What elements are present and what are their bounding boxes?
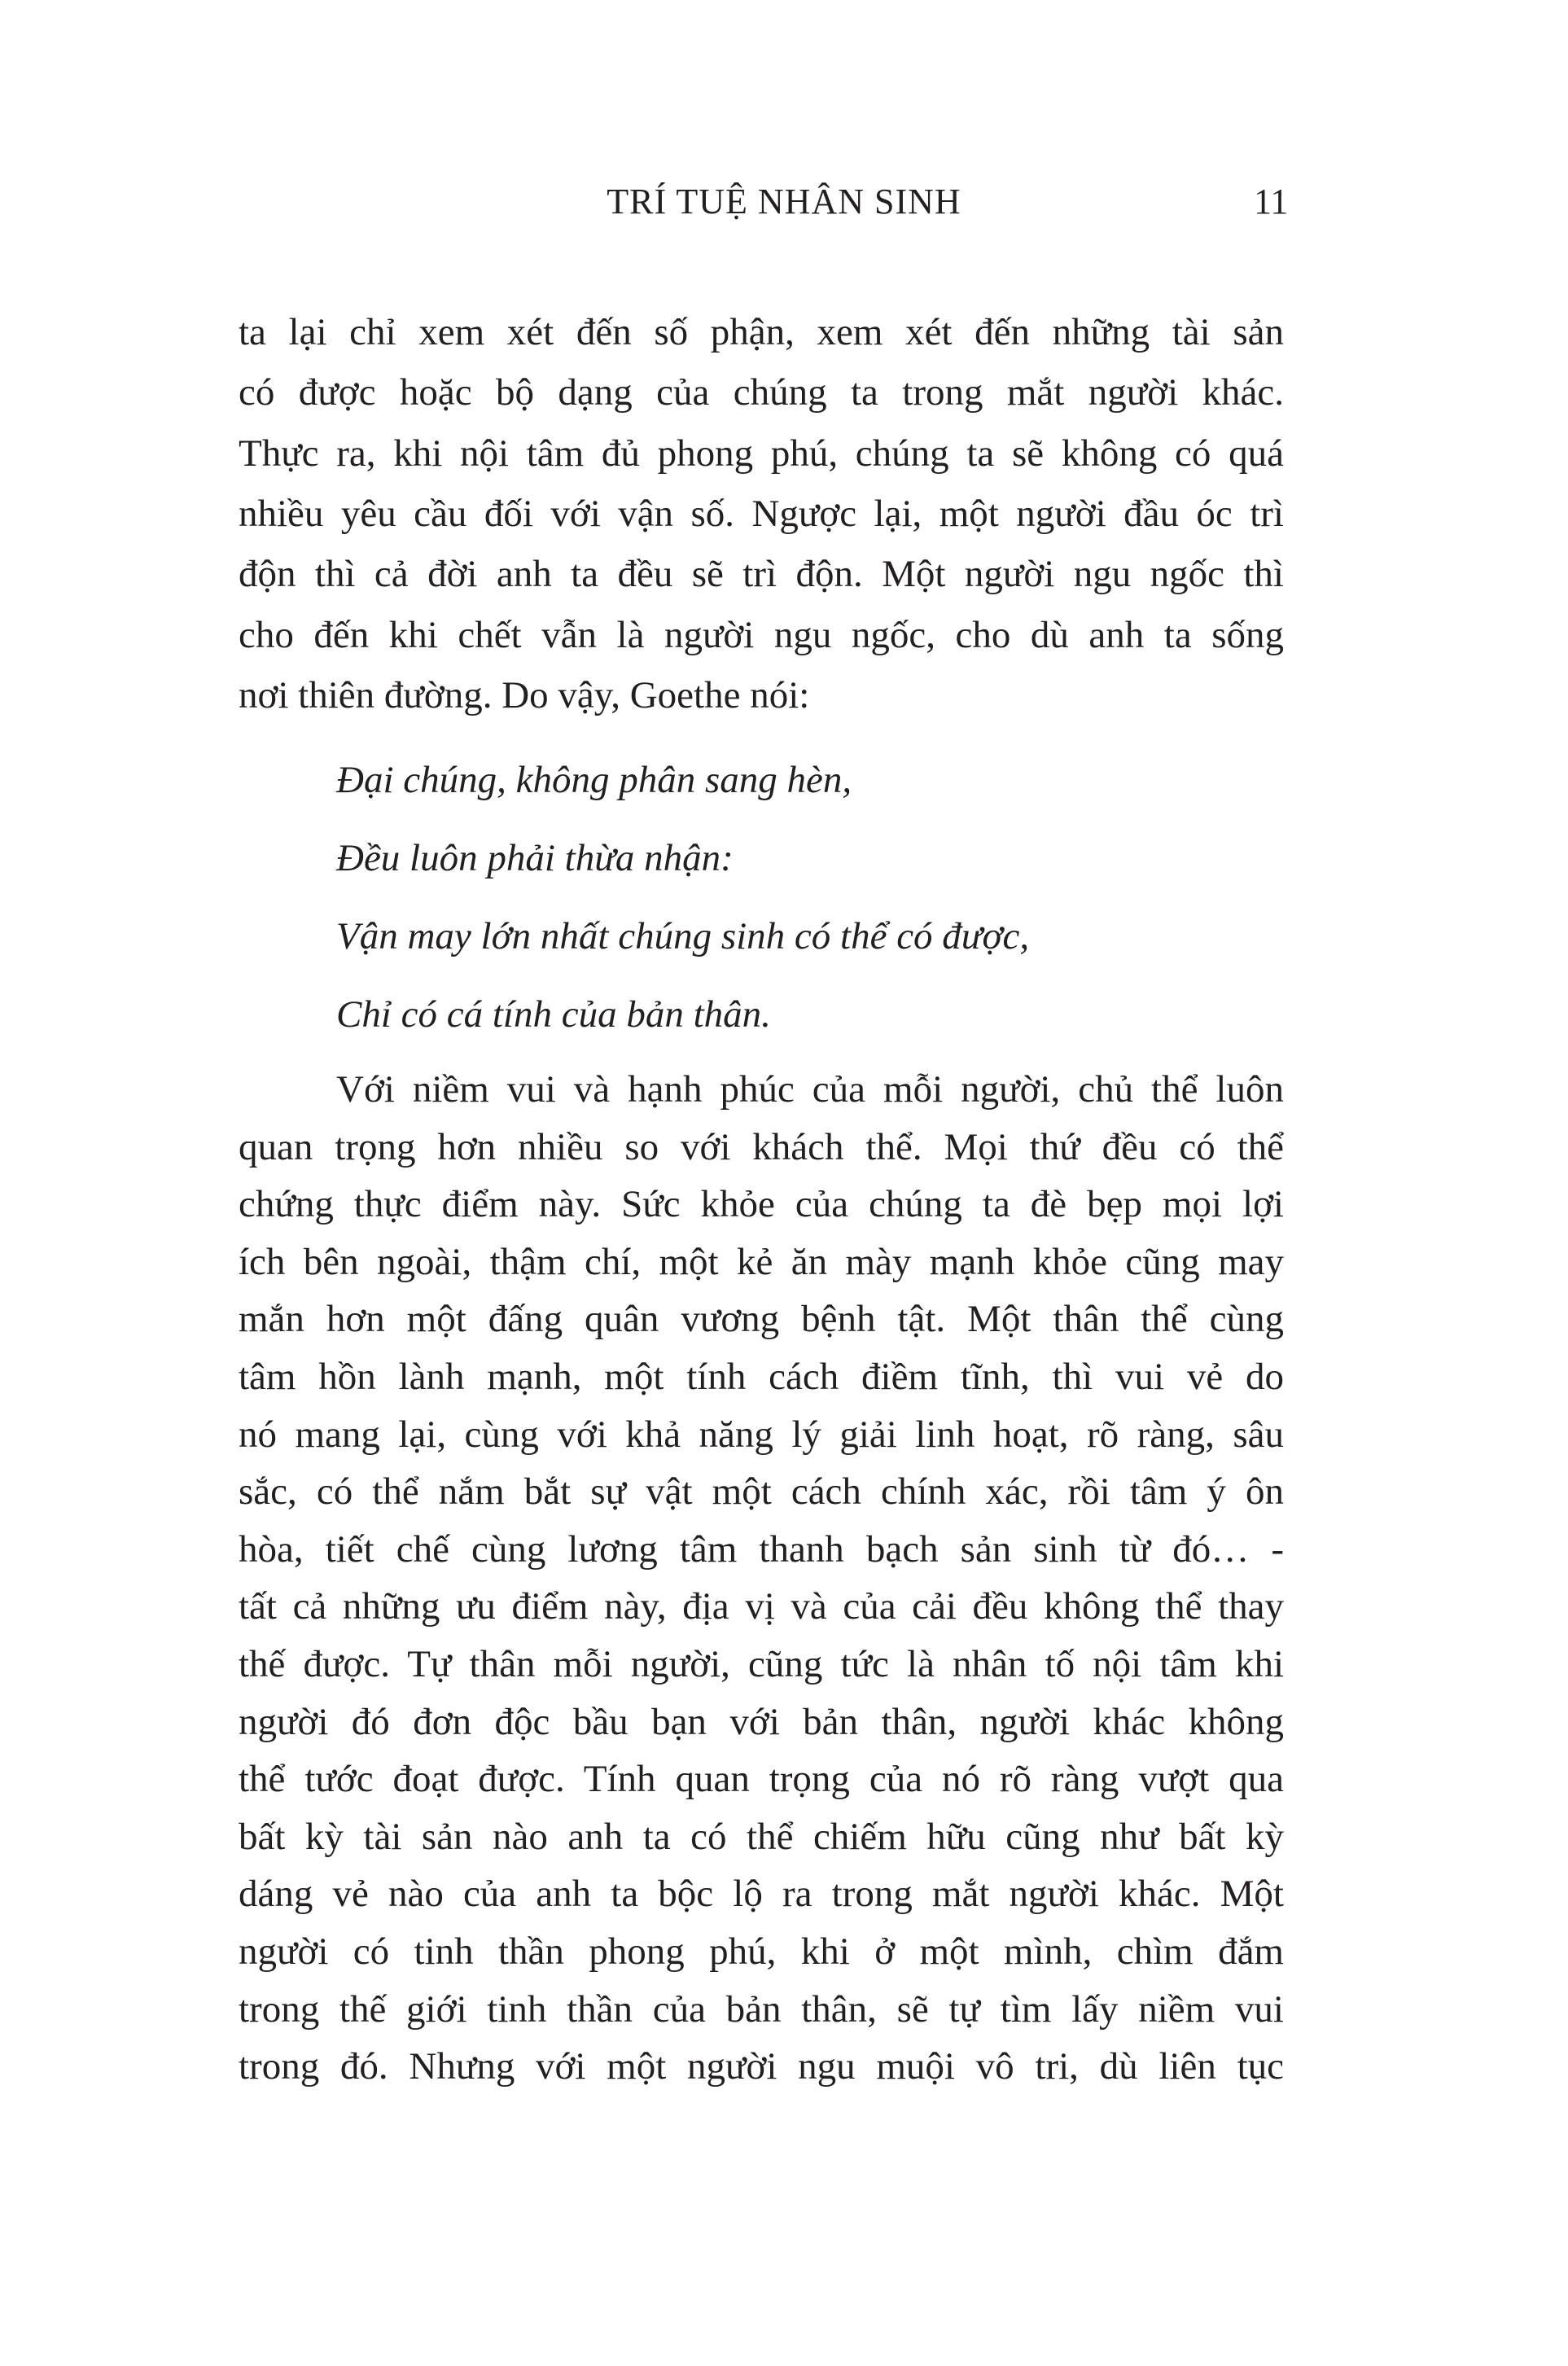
body-text-line: nó mang lại, cùng với khả năng lý giải linh hoạt, rõ ràng, sâu — [239, 1413, 1284, 1456]
body-text-line: trong thế giới tinh thần của bản thân, sẽ tự tìm lấy niềm vui — [239, 1987, 1284, 2031]
body-text-line: chứng thực điểm này. Sức khỏe của chúng ta đè bẹp mọi lợi — [239, 1183, 1284, 1226]
quote-line: Đại chúng, không phân sang hèn, — [336, 759, 852, 801]
body-text-line: người đó đơn độc bầu bạn với bản thân, người khác không — [239, 1700, 1284, 1743]
body-text-line: thế được. Tự thân mỗi người, cũng tức là nhân tố nội tâm khi — [239, 1643, 1284, 1685]
body-text-line: Với niềm vui và hạnh phúc của mỗi người, chủ thể luôn — [336, 1068, 1284, 1111]
quote-line: Đều luôn phải thừa nhận: — [336, 837, 734, 879]
body-text-line: Thực ra, khi nội tâm đủ phong phú, chúng ta sẽ không có quá — [239, 432, 1284, 475]
body-text-line: ta lại chỉ xem xét đến số phận, xem xét đến những tài sản — [239, 311, 1284, 353]
body-text-line: ích bên ngoài, thậm chí, một kẻ ăn mày mạnh khỏe cũng may — [239, 1240, 1284, 1283]
quote-line: Chỉ có cá tính của bản thân. — [336, 993, 771, 1036]
body-text-line: dáng vẻ nào của anh ta bộc lộ ra trong mắt người khác. Một — [239, 1873, 1284, 1916]
body-text-line: trong đó. Nhưng với một người ngu muội vô tri, dù liên tục — [239, 2045, 1284, 2088]
body-text-line: hòa, tiết chế cùng lương tâm thanh bạch sản sinh từ đó… - — [239, 1527, 1284, 1571]
body-text-line: cho đến khi chết vẫn là người ngu ngốc, cho dù anh ta sống — [239, 613, 1284, 656]
body-text-line: thể tước đoạt được. Tính quan trọng của nó rõ ràng vượt qua — [239, 1758, 1284, 1801]
page-number: 11 — [1254, 182, 1289, 221]
body-text-line: nơi thiên đường. Do vậy, Goethe nói: — [239, 673, 810, 716]
running-header: TRÍ TUỆ NHÂN SINH — [607, 182, 961, 221]
body-text-line: quan trọng hơn nhiều so với khách thể. Mọi thứ đều có thể — [239, 1125, 1284, 1168]
body-text-line: độn thì cả đời anh ta đều sẽ trì độn. Một người ngu ngốc thì — [239, 553, 1284, 596]
body-text-line: mắn hơn một đấng quân vương bệnh tật. Một thân thể cùng — [239, 1298, 1284, 1341]
body-text-line: tất cả những ưu điểm này, địa vị và của cải đều không thể thay — [239, 1585, 1284, 1628]
body-text-line: sắc, có thể nắm bắt sự vật một cách chính xác, rồi tâm ý ôn — [239, 1470, 1284, 1514]
body-text-line: tâm hồn lành mạnh, một tính cách điềm tĩnh, thì vui vẻ do — [239, 1356, 1284, 1398]
body-text-line: có được hoặc bộ dạng của chúng ta trong mắt người khác. — [239, 371, 1284, 414]
body-text-line: bất kỳ tài sản nào anh ta có thể chiếm hữu cũng như bất kỳ — [239, 1815, 1284, 1858]
quote-line: Vận may lớn nhất chúng sinh có thể có được, — [336, 915, 1030, 957]
body-text-line: nhiều yêu cầu đối với vận số. Ngược lại, một người đầu óc trì — [239, 492, 1284, 535]
body-text-line: người có tinh thần phong phú, khi ở một mình, chìm đắm — [239, 1930, 1284, 1973]
